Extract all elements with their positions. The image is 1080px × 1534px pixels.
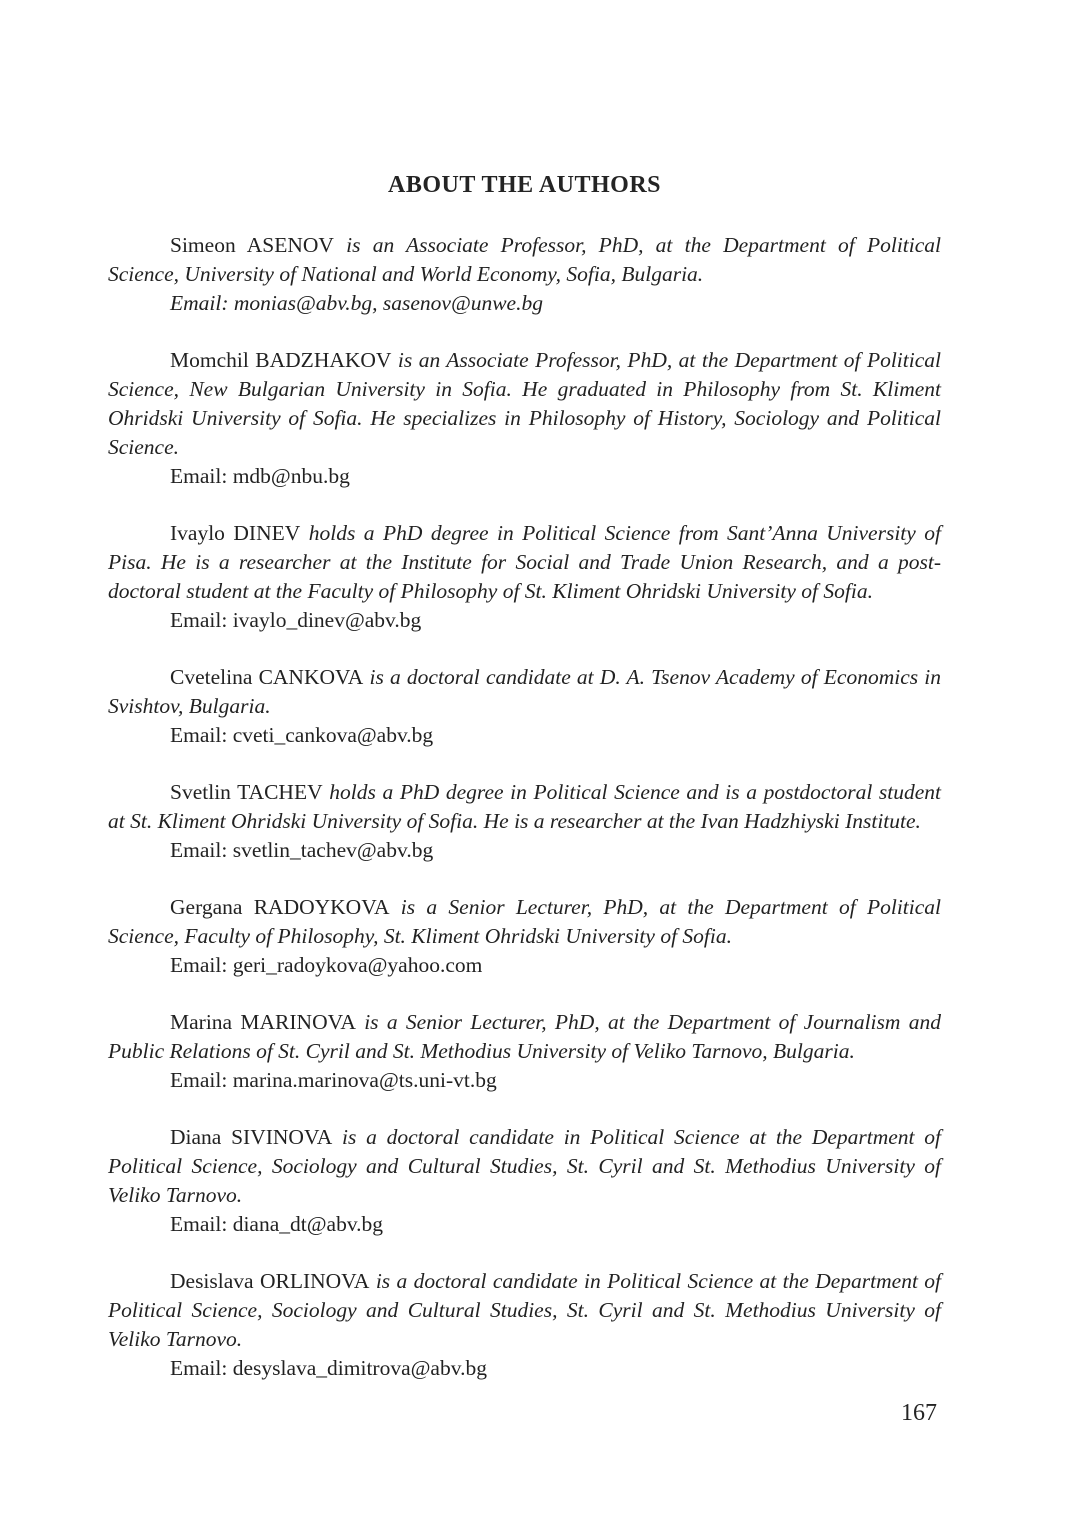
email-label: Email:	[170, 723, 228, 747]
author-email	[108, 1354, 941, 1383]
email-address: mdb@nbu.bg	[232, 464, 350, 488]
email-address: ivaylo_dinev@abv.bg	[232, 608, 422, 632]
author-email	[108, 289, 941, 318]
author-name: Cvetelina CANKOVA	[170, 665, 364, 689]
email-label: Email:	[170, 953, 228, 977]
author-entry	[108, 663, 941, 750]
author-bio	[108, 346, 941, 462]
page-title: ABOUT THE AUTHORS	[387, 172, 662, 198]
email-address: diana_dt@abv.bg	[232, 1212, 384, 1236]
author-entry	[108, 346, 941, 491]
author-bio	[108, 893, 941, 951]
author-bio	[108, 663, 941, 721]
email-label: Email:	[170, 1356, 228, 1380]
author-bio	[108, 778, 941, 836]
email-address: desyslava_dimitrova@abv.bg	[232, 1356, 487, 1380]
email-address: cveti_cankova@abv.bg	[232, 723, 434, 747]
author-bio	[108, 1123, 941, 1210]
author-name: Gergana RADOYKOVA	[170, 895, 390, 919]
author-description: is a Senior Lecturer, PhD, at the Department of Political Science, Faculty of Philosophy, St. Kliment Ohridski University of Sofia.	[108, 895, 942, 948]
email-label: Email:	[170, 291, 229, 315]
author-entry	[108, 778, 941, 865]
author-description: is an Associate Professor, PhD, at the Department of Political Science, New Bulgarian University in Sofia. He graduated in Philosophy from St. Kliment Ohridski University of Sofia. He specializes in Philosophy of History, Sociology and Political Science.	[108, 348, 941, 459]
author-description: holds a PhD degree in Political Science from Sant’Anna University of Pisa. He is a researcher at the Institute for Social and Trade Union Research, and a post-doctoral student at the Faculty of Philosophy of St. Kliment Ohridski University of Sofia.	[108, 521, 942, 603]
author-name: Diana SIVINOVA	[170, 1125, 333, 1149]
email-label: Email:	[170, 464, 228, 488]
author-name: Simeon ASENOV	[170, 233, 334, 257]
author-description: holds a PhD degree in Political Science and is a postdoctoral student at St. Kliment Ohridski University of Sofia. He is a researcher at the Ivan Hadzhiyski Institute.	[108, 780, 942, 833]
author-name: Desislava ORLINOVA	[170, 1269, 370, 1293]
author-name: Svetlin TACHEV	[170, 780, 323, 804]
author-entry	[108, 1267, 941, 1383]
author-name: Momchil BADZHAKOV	[170, 348, 392, 372]
author-description: is an Associate Professor, PhD, at the Department of Political Science, University of National and World Economy, Sofia, Bulgaria.	[108, 233, 942, 286]
author-email	[108, 462, 941, 491]
author-email	[108, 606, 941, 635]
email-address: marina.marinova@ts.uni-vt.bg	[232, 1068, 497, 1092]
author-entry	[108, 519, 941, 635]
page-content	[108, 171, 941, 1411]
author-entry	[108, 1123, 941, 1239]
author-email	[108, 836, 941, 865]
email-label: Email:	[170, 1068, 228, 1092]
author-bio	[108, 519, 941, 606]
author-email	[108, 721, 941, 750]
author-description: is a doctoral candidate in Political Science at the Department of Political Science, Sociology and Cultural Studies, St. Cyril and St. Methodius University of Veliko Tarnovo.	[108, 1269, 942, 1351]
author-name: Marina MARINOVA	[170, 1010, 356, 1034]
author-description: is a doctoral candidate in Political Science at the Department of Political Science, Sociology and Cultural Studies, St. Cyril and St. Methodius University of Veliko Tarnovo.	[108, 1125, 941, 1207]
author-description: is a Senior Lecturer, PhD, at the Department of Journalism and Public Relations of St. Cyril and St. Methodius University of Veliko Tarnovo, Bulgaria.	[108, 1010, 941, 1063]
author-bio	[108, 231, 941, 289]
email-label: Email:	[170, 1212, 228, 1236]
email-label: Email:	[170, 838, 228, 862]
author-bio	[108, 1267, 941, 1354]
author-email	[108, 1066, 941, 1095]
author-entry	[108, 231, 941, 318]
email-address: monias@abv.bg, sasenov@unwe.bg	[233, 291, 543, 315]
email-label: Email:	[170, 608, 228, 632]
author-bio	[108, 1008, 941, 1066]
author-entry	[108, 1008, 941, 1095]
author-email	[108, 951, 941, 980]
author-email	[108, 1210, 941, 1239]
page-number: 167	[901, 1400, 937, 1426]
author-description: is a doctoral candidate at D. A. Tsenov Academy of Economics in Svishtov, Bulgaria.	[108, 665, 942, 718]
email-address: geri_radoykova@yahoo.com	[232, 953, 483, 977]
email-address: svetlin_tachev@abv.bg	[232, 838, 434, 862]
author-entry	[108, 893, 941, 980]
author-name: Ivaylo DINEV	[170, 521, 301, 545]
